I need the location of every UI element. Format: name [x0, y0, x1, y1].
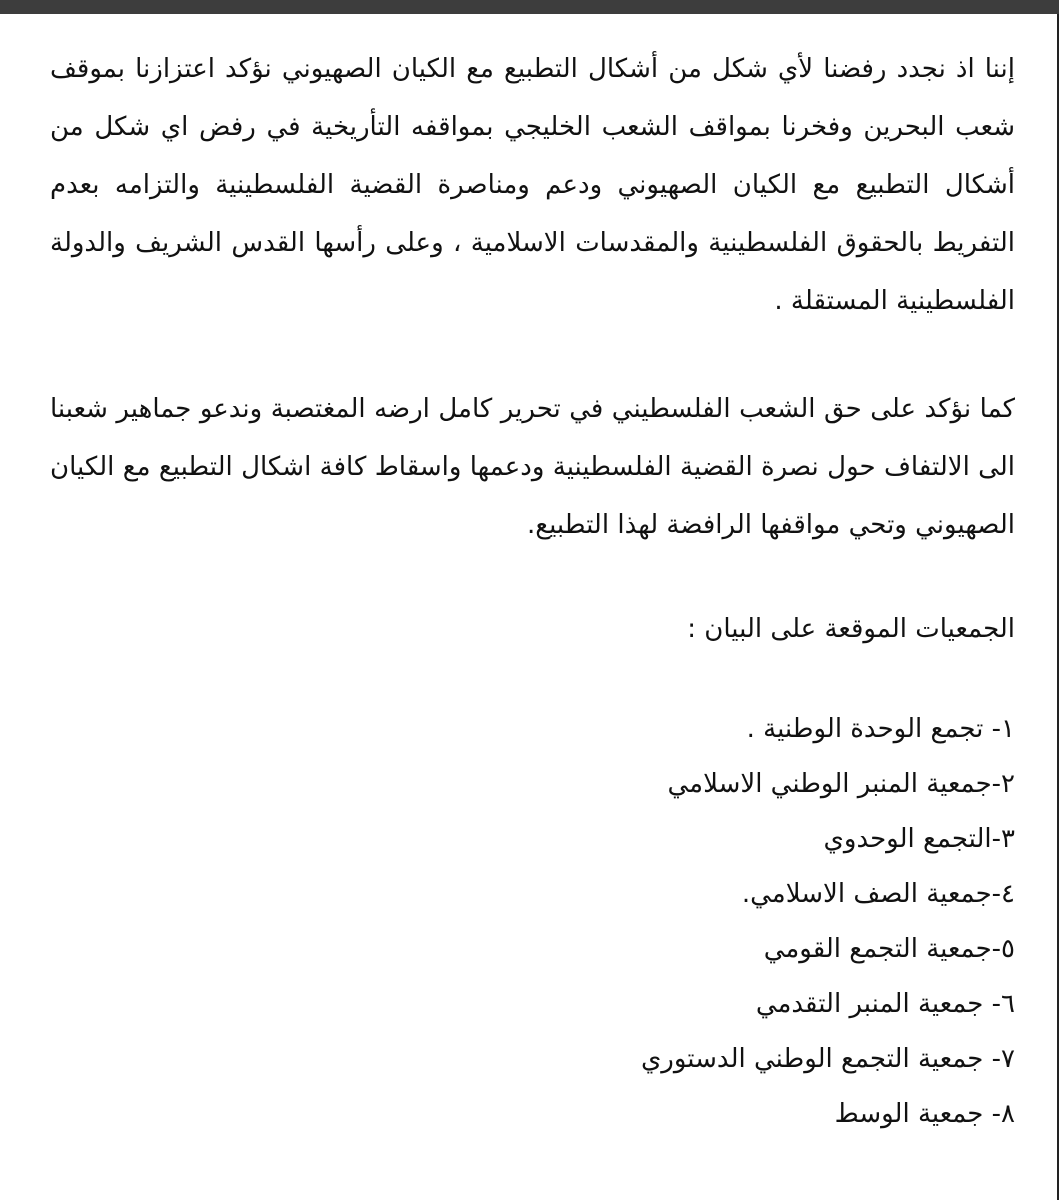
signatory-item: ٨- جمعية الوسط — [834, 1099, 1015, 1129]
top-bar — [0, 0, 1059, 14]
signatory-item: ٣-التجمع الوحدوي — [823, 824, 1015, 854]
signatories-list — [641, 702, 1015, 1142]
signatory-item: ٦- جمعية المنبر التقدمي — [755, 989, 1015, 1019]
statement-paragraph-2: كما نؤكد على حق الشعب الفلسطيني في تحرير كامل ارضه المغتصبة وندعو جماهير شعبنا الى الالتفاف حول نصرة القضية الفلسطينية ودعمها واسقاط كافة اشكال التطبيع مع الكيان الصهيوني وتحي مواقفها الرافضة لهذا التطبيع. — [50, 394, 1015, 540]
signatory-item: ٢-جمعية المنبر الوطني الاسلامي — [667, 769, 1015, 799]
statement-paragraph-1: إننا اذ نجدد رفضنا لأي شكل من أشكال التطبيع مع الكيان الصهيوني نؤكد اعتزازنا بموقف شعب البحرين وفخرنا بمواقف الشعب الخليجي بمواقفه التأريخية في رفض اي شكل من أشكال التطبيع مع الكيان الصهيوني ودعم ومناصرة القضية الفلسطينية والتزامه بعدم التفريط بالحقوق الفلسطينية والمقدسات الاسلامية ، وعلى رأسها القدس الشريف والدولة الفلسطينية المستقلة . — [50, 54, 1015, 316]
signatory-item: ٥-جمعية التجمع القومي — [763, 934, 1015, 964]
signatory-item: ٧- جمعية التجمع الوطني الدستوري — [640, 1044, 1015, 1074]
signatory-item: ٤-جمعية الصف الاسلامي. — [741, 879, 1015, 909]
signatories-heading: الجمعيات الموقعة على البيان : — [687, 614, 1015, 644]
signatory-item: ١- تجمع الوحدة الوطنية . — [746, 714, 1015, 744]
